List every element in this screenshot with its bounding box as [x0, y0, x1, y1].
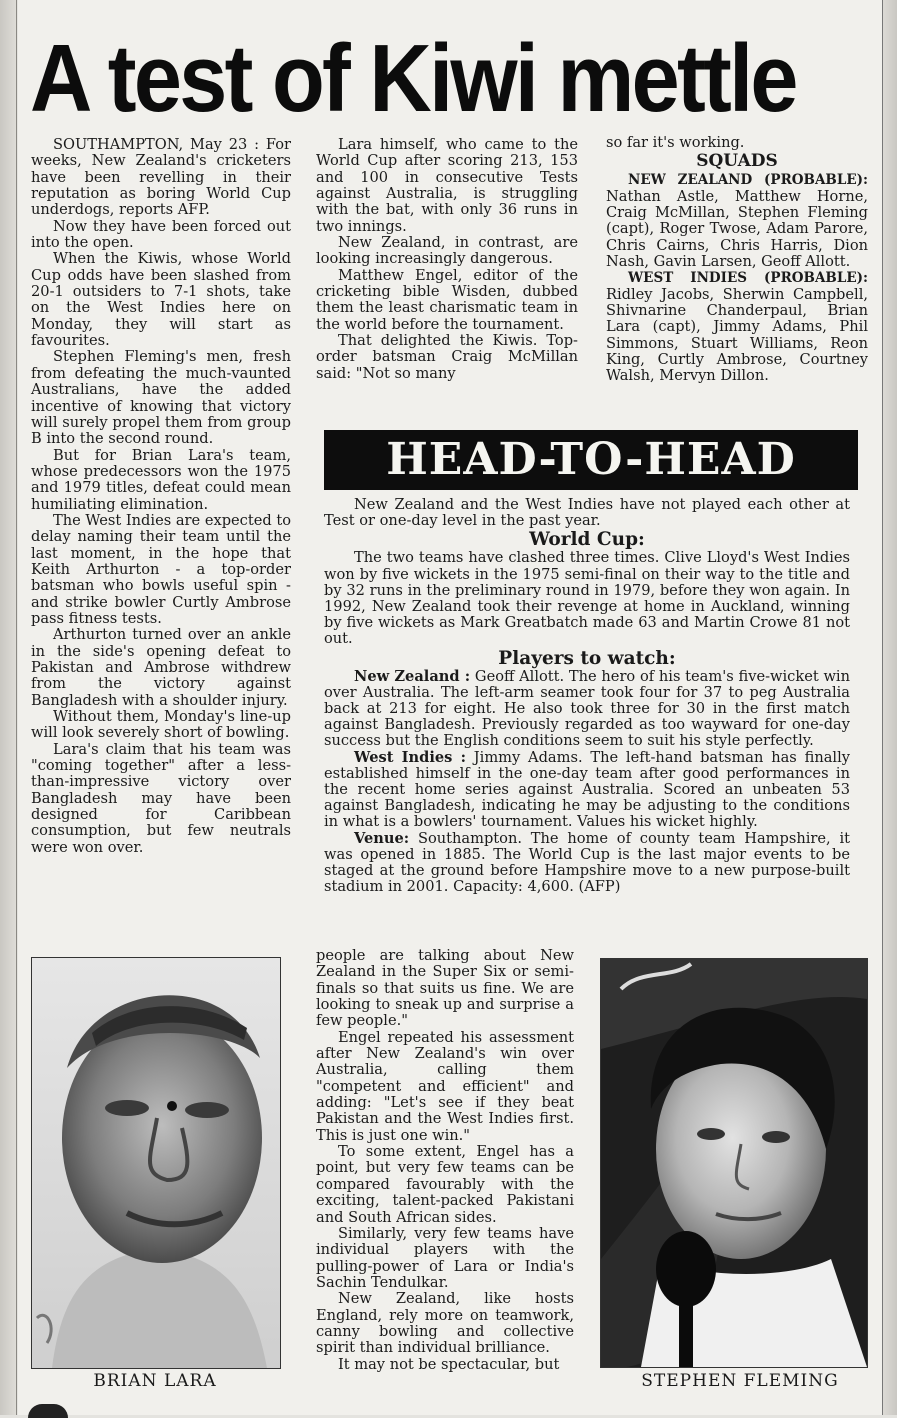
article-column-3 — [606, 135, 868, 385]
article-column-4 — [316, 948, 574, 1373]
paragraph: New Zealand, like hosts England, rely more on teamwork, canny bowling and collective spirit than individual brilliance. — [316, 1290, 574, 1357]
paragraph-text: Southampton. The home of county team Hampshire, it was opened in 1885. The World Cup is the last major events to be staged at the ground before Hampshire move to a new purpose-built stadium in 2001. Capacity: 4,600. (AFP) — [324, 829, 850, 896]
next-article-fragment — [28, 1404, 68, 1418]
paragraph: Similarly, very few teams have individual players with the pulling-power of Lara or India's Sachin Tendulkar. — [316, 1224, 574, 1291]
head-to-head-banner: HEAD-TO-HEAD — [324, 430, 858, 490]
lead-label: New Zealand : — [354, 667, 471, 685]
squads-title: SQUADS — [696, 151, 778, 172]
head-to-head-box — [324, 497, 850, 895]
page-edge-left — [0, 0, 17, 1415]
squad-label: NEW ZEALAND (PROBABLE): — [628, 172, 868, 189]
headline: A test of Kiwi mettle — [30, 25, 796, 132]
paragraph: When the Kiwis, whose World Cup odds have been slashed from 20-1 outsiders to 7-1 shots, take on the West Indies here on Monday, they will start as favourites. — [31, 250, 291, 350]
paragraph: SOUTHAMPTON, May 23 : For weeks, New Zealand's cricketers have been revelling in their reputation as boring World Cup underdogs, reports AFP. — [31, 136, 291, 219]
portrait-illustration — [32, 958, 280, 1368]
subhead-players-to-watch: Players to watch: — [498, 647, 676, 669]
paragraph: New Zealand and the West Indies have not played each other at Test or one-day level in the past year. — [324, 496, 850, 530]
photo-stephen-fleming — [600, 958, 868, 1368]
paragraph: Now they have been forced out into the open. — [31, 217, 291, 252]
paragraph-text: Geoff Allott. The hero of his team's five-wicket win over Australia. The left-arm seamer took four for 37 to peg Australia back at 213 for eight. He also took three for 30 in the first match against Bangladesh. Previously regarded as too wayward for one-day success but the English conditions seem to suit his style perfectly. — [324, 667, 850, 750]
paragraph: That delighted the Kiwis. Top-order batsman Craig McMillan said: "Not so many — [316, 332, 578, 382]
paragraph: Lara himself, who came to the World Cup after scoring 213, 153 and 100 in consecutive Tests against Australia, is struggling with the bat, with only 36 runs in two innings. — [316, 136, 578, 235]
venue — [324, 831, 850, 896]
paragraph: The West Indies are expected to delay naming their team until the last moment, in the hope that Keith Arthurton - a top-order batsman who bowls useful spin - and strike bowler Curtly Ambrose pass fitness tests. — [31, 511, 291, 627]
paragraph: so far it's working. — [606, 134, 745, 151]
paragraph: Without them, Monday's line-up will look severely short of bowling. — [31, 708, 291, 742]
paragraph: Lara's claim that his team was "coming together" after a less-than-impressive victory over Bangladesh may have been designed for Caribbean consumption, but few neutrals were won over. — [31, 740, 291, 856]
paragraph: To some extent, Engel has a point, but very few teams can be compared favourably with the exciting, talent-packed Pakistani and South African sides. — [316, 1143, 574, 1226]
lead-label: West Indies : — [354, 748, 466, 766]
photo-brian-lara — [31, 957, 281, 1369]
player-new-zealand — [324, 669, 850, 750]
paragraph: people are talking about New Zealand in the Super Six or semi-finals so that suits us fine. We are looking to sneak up and surprise a few people." — [316, 947, 574, 1030]
paragraph: Engel repeated his assessment after New Zealand's win over Australia, calling them "competent and efficient" and adding: "Let's see if they beat Pakistan and the West Indies first. This is just one win." — [316, 1028, 574, 1144]
subhead-world-cup: World Cup: — [529, 529, 645, 551]
squad-label: WEST INDIES (PROBABLE): — [628, 270, 868, 287]
paragraph: Arthurton turned over an ankle in the side's opening defeat to Pakistan and Ambrose withdrew from the victory against Bangladesh with a shoulder injury. — [31, 626, 291, 709]
squad-players: Nathan Astle, Matthew Horne, Craig McMillan, Stephen Fleming (capt), Roger Twose, Adam Parore, Chris Cairns, Chris Harris, Dion Nash, Gavin Larsen, Geoff Allott. — [606, 187, 868, 271]
paragraph: The two teams have clashed three times. Clive Lloyd's West Indies won by five wickets in the 1975 semi-final on their way to the title and by 32 runs in the preliminary round in 1979, before they won again. In 1992, New Zealand took their revenge at home in Auckland, winning by five wickets as Mark Greatbatch made 63 and Martin Crowe 81 not out. — [324, 549, 850, 648]
caption-brian-lara: BRIAN LARA — [93, 1371, 217, 1391]
paragraph: But for Brian Lara's team, whose predecessors won the 1975 and 1979 titles, defeat could mean humiliating elimination. — [31, 446, 291, 513]
squad-players: Ridley Jacobs, Sherwin Campbell, Shivnarine Chanderpaul, Brian Lara (capt), Jimmy Adams, Phil Simmons, Stuart Williams, Reon King, Curtly Ambrose, Courtney Walsh, Mervyn Dillon. — [606, 285, 868, 385]
squad-new-zealand — [606, 172, 868, 270]
caption-stephen-fleming: STEPHEN FLEMING — [641, 1371, 839, 1391]
article-column-2 — [316, 137, 578, 382]
lead-label: Venue: — [354, 829, 410, 847]
paragraph: Stephen Fleming's men, fresh from defeating the much-vaunted Australians, have the added incentive of knowing that victory will surely propel them from group B into the second round. — [31, 348, 291, 448]
paragraph: Matthew Engel, editor of the cricketing bible Wisden, dubbed them the least charismatic team in the world before the tournament. — [316, 266, 578, 333]
article-column-1 — [31, 137, 291, 856]
page-edge-right — [882, 0, 897, 1415]
portrait-illustration — [601, 959, 867, 1367]
paragraph: New Zealand, in contrast, are looking increasingly dangerous. — [316, 234, 578, 268]
paragraph: It may not be spectacular, but — [338, 1355, 560, 1373]
paragraph-text: Jimmy Adams. The left-hand batsman has finally established himself in the one-day team after good performances in the recent home series against Australia. Scored an unbeaten 53 against Bangladesh, indicating he may be adjusting to the conditions in what is a bowlers' tournament. Values his wicket highly. — [324, 748, 850, 831]
squad-west-indies — [606, 270, 868, 384]
player-west-indies — [324, 750, 850, 831]
